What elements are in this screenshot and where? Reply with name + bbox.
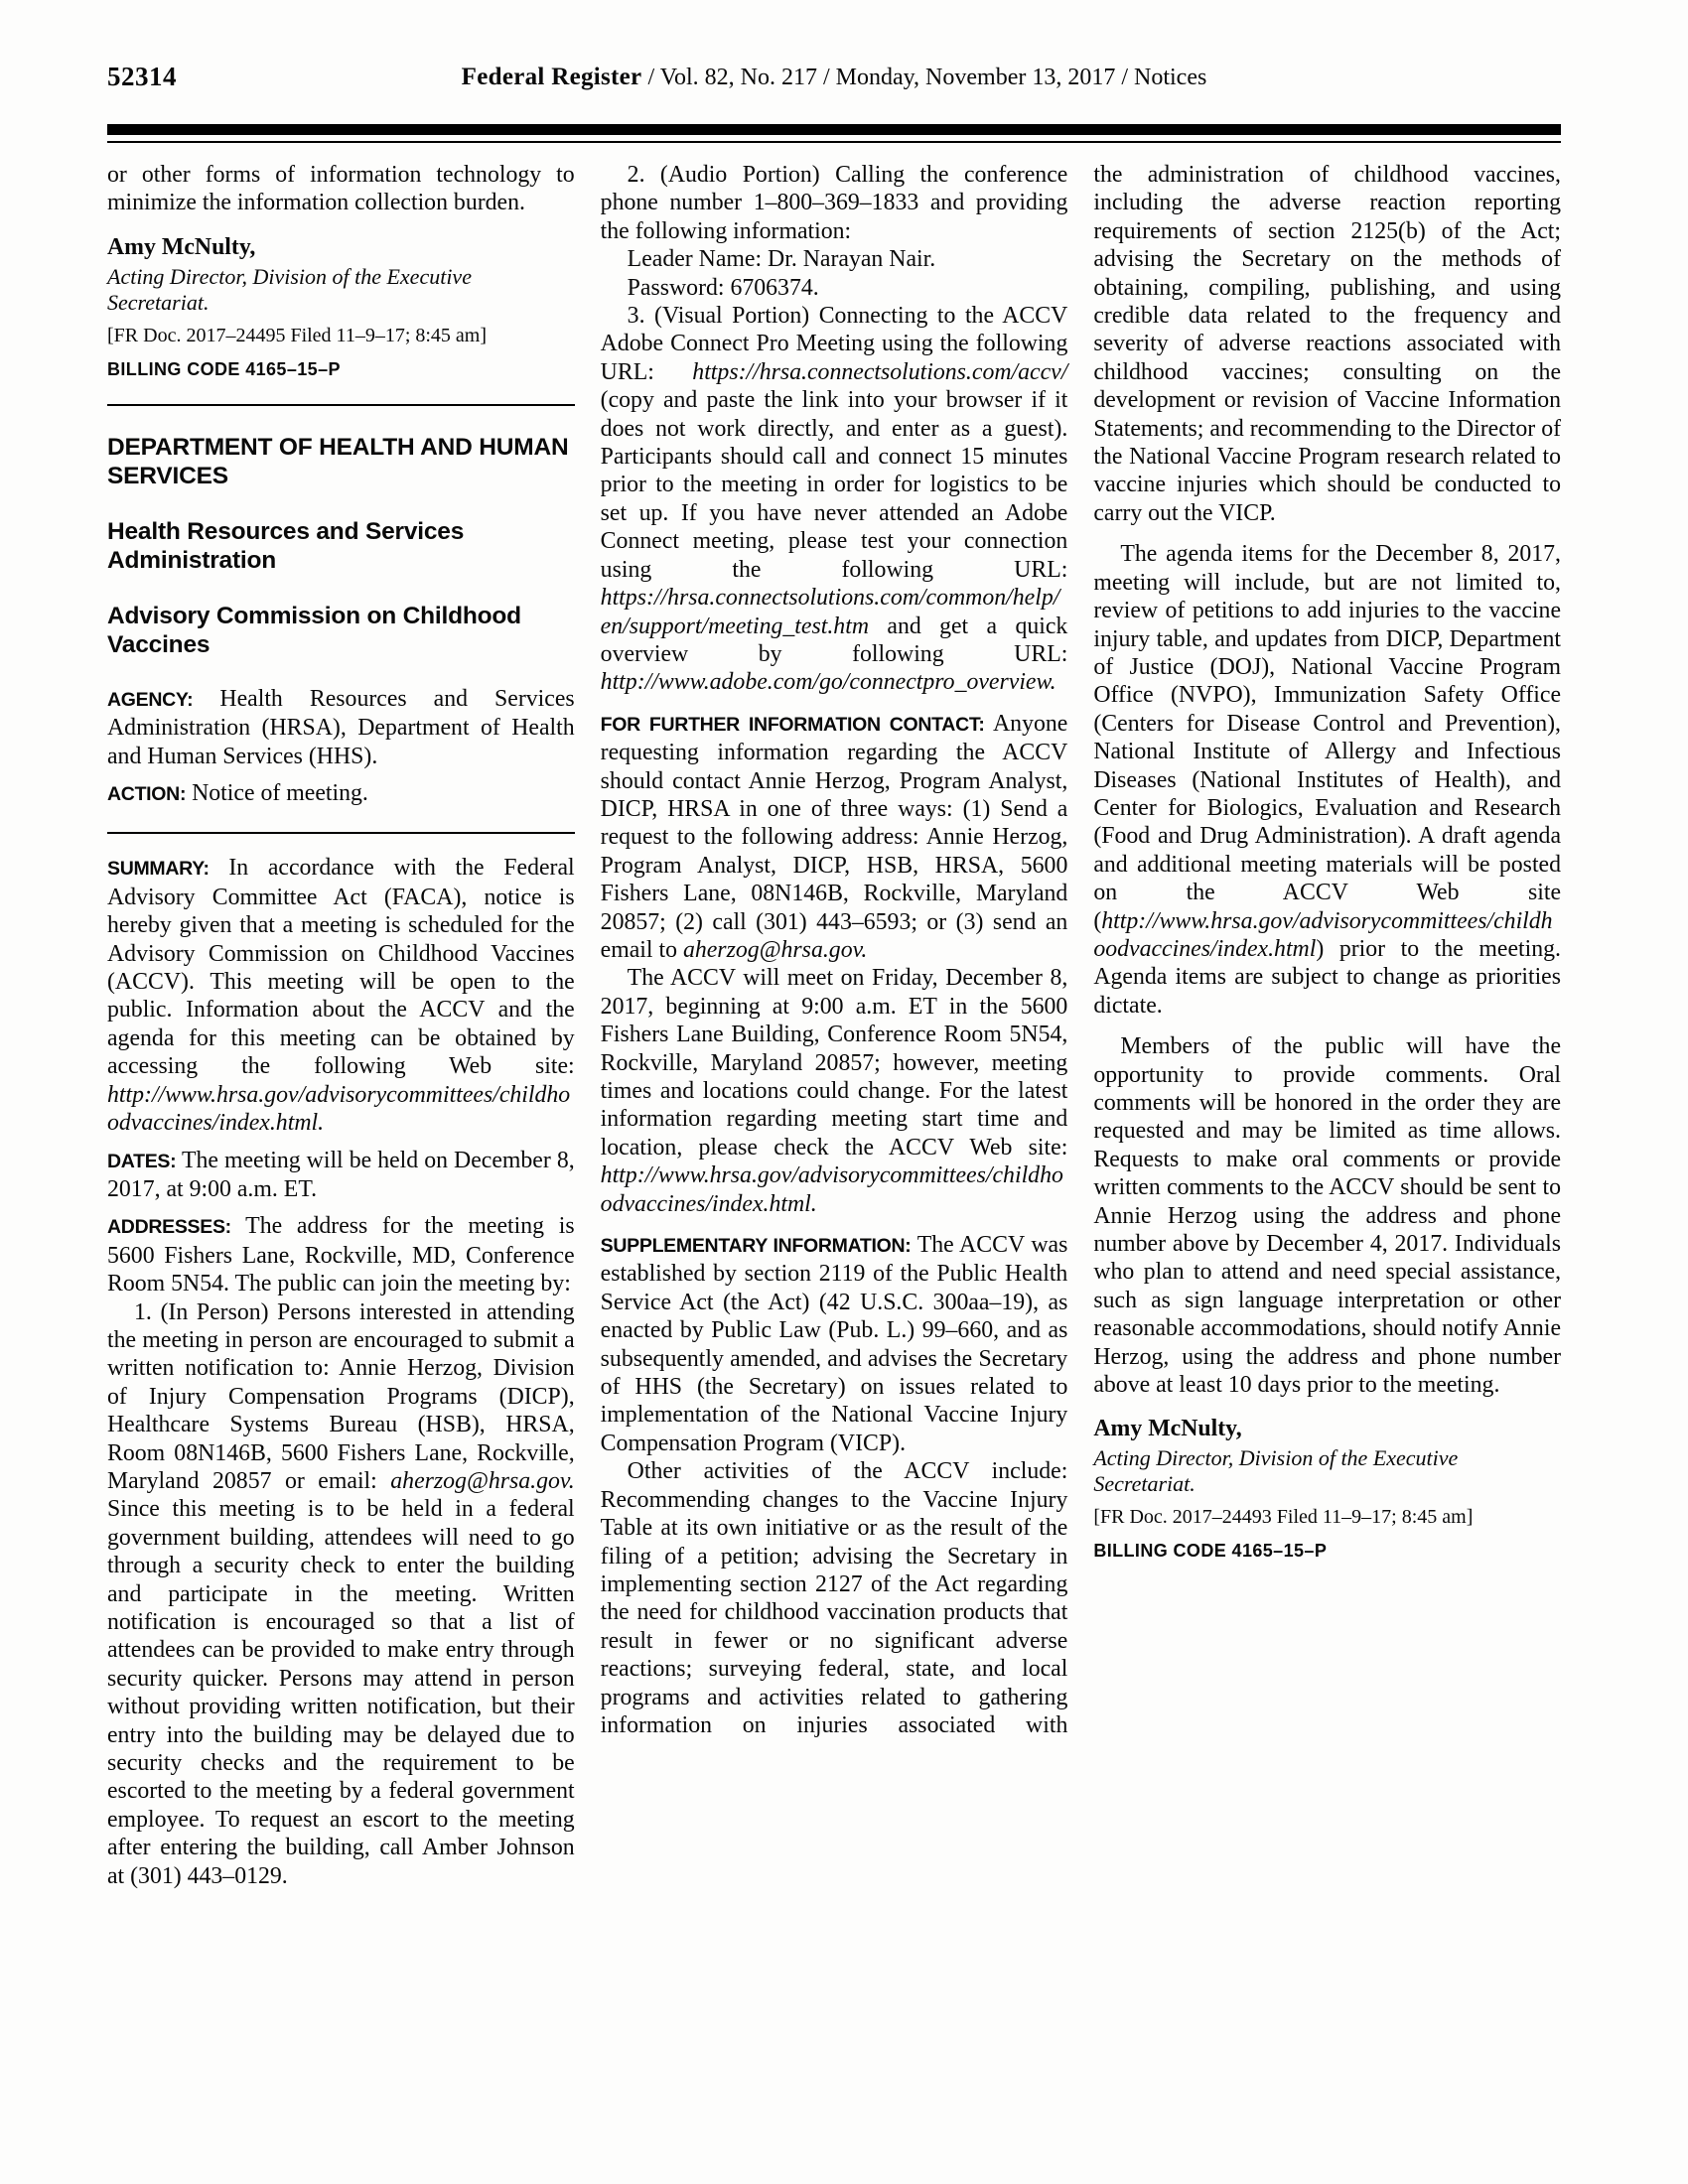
paragraph-public-comments: Members of the public will have the opportunity to provide comments. Oral comments will be honored in the order they are requested and may be limited as time allows. Requests to make oral comments or provide written comments to the ACCV should be sent to Annie Herzog using the address and phone number above by December 4, 2017. Individuals who plan to attend and need special assistance, such as sign language interpretation or other reasonable accommodations, should notify Annie Herzog, using the address and phone number above at least 10 days prior to the meeting. [1093,1033,1562,1399]
paragraph-item-in-person: 1. (In Person) Persons interested in attending the meeting in person are encouraged to submit a written notification to: Annie Herzog, Division of Injury Compensation Programs (DICP), Healthcare Systems Bureau (HSB), HRSA, Room 08N146B, 5600 Fishers Lane, Rockville, Maryland 20857 or email: aherzog@hrsa.gov. Since this meeting is to be held in a federal government building, attendees will need to go through a security check to enter the building and participate in the meeting. Written notification is encouraged so that a list of attendees can be provided to make entry through security quicker. Persons may attend in person without providing written notification, but their entry into the building may be delayed due to security checks and the requirement to be escorted to the meeting by a federal government employee. To request an escort to the meeting after entering the building, call Amber Johnson at (301) 443–0129. [107,1298,575,1889]
header-rule-thick [107,124,1561,135]
column-2 [601,161,1068,2144]
notice-divider-rule [107,404,575,406]
paragraph-activities-continuation: the administration of childhood vaccines, including the adverse reaction reporting requirements of section 2125(b) of the Act; advising the Secretary on the methods of obtaining, compiling, publishing, and using credible data related to the frequency and severity of adverse reactions associated with childhood vaccines; consulting on the development or revision of Vaccine Information Statements; and recommending to the Director of the National Vaccine Program research related to vaccine injuries which should be conducted to carry out the VICP. [1093,162,1562,526]
paragraph-prior-notice-continuation: or other forms of information technology to minimize the information collection burden. [107,162,575,216]
three-column-layout [107,161,1561,2144]
line-password: Password: 6706374. [627,274,819,301]
paragraph-item-audio: 2. (Audio Portion) Calling the conference phone number 1–800–369–1833 and providing the following information: [600,162,1068,244]
signature-title-1: Acting Director, Division of the Executive Secretariat. [107,263,472,315]
paragraph-dates: DATES: The meeting will be held on December 8, 2017, at 9:00 a.m. ET. [107,1147,575,1202]
paragraph-summary: SUMMARY: In accordance with the Federal Advisory Committee Act (FACA), notice is hereby given that a meeting is scheduled for the Advisory Commission on Childhood Vaccines (ACCV). This meeting will be open to the public. Information about the ACCV and the agenda for this meeting can be obtained by accessing the following Web site: http://www.hrsa.gov/advisorycommittees/childhoodvaccines/index.html. [107,855,575,1137]
header-running-title: Federal Register / Vol. 82, No. 217 / Monday, November 13, 2017 / Notices [461,64,1207,90]
paragraph-item-visual: 3. (Visual Portion) Connecting to the ACCV Adobe Connect Pro Meeting using the following URL: https://hrsa.connectsolutions.com/accv/ (copy and paste the link into your browser if it does not work directly, and enter as a guest). Participants should call and connect 15 minutes prior to the meeting in order for logistics to be set up. If you have never attended an Adobe Connect meeting, please test your connection using the following URL: https://hrsa.connectsolutions.com/common/help/en/support/meeting_test.htm and get a quick overview by following URL: http://www.adobe.com/go/connectpro_overview. [600,303,1068,696]
paragraph-accv-meeting-details: The ACCV will meet on Friday, December 8, 2017, beginning at 9:00 a.m. ET in the 5600 Fishers Lane Building, Conference Room 5N54, Rockville, Maryland 20857; however, meeting times and locations could change. For the latest information regarding meeting start time and location, please check the ACCV Web site: http://www.hrsa.gov/advisorycommittees/childhoodvaccines/index.html. [600,965,1068,1217]
line-leader-name: Leader Name: Dr. Narayan Nair. [627,246,936,273]
billing-code-1: BILLING CODE 4165–15–P [107,358,341,379]
page-number: 52314 [107,62,177,91]
agency-heading: Health Resources and Services Administration [107,517,465,574]
document-heading: Advisory Commission on Childhood Vaccines [107,602,521,658]
page-header [107,56,1561,101]
header-rule-thin [107,141,1561,143]
paragraph-addresses: ADDRESSES: The address for the meeting is 5600 Fishers Lane, Rockville, MD, Conference Room 5N54. The public can join the meeting by: [107,1213,575,1297]
paragraph-other-activities: Other activities of the ACCV include: Recommending changes to the Vaccine Injury Table at its own initiative or as the result of the filing of a petition; advising the Secretary in implementing section 2127 of the Act regarding the need for childhood vaccination products that result in fewer or no significant adverse reactions; surveying federal, state, and local programs and activities related to gathering information on injuries associated with [600,1458,1068,1738]
fr-doc-line-2: [FR Doc. 2017–24493 Filed 11–9–17; 8:45 am] [1093,1506,1474,1529]
paragraph-supplementary-information: SUPPLEMENTARY INFORMATION: The ACCV was established by section 2119 of the Public Health Service Act (the Act) (42 U.S.C. 300aa–19), as enacted by Public Law (Pub. L.) 99–660, and as subsequently amended, and advises the Secretary of HHS (the Secretary) on issues related to implementation of the National Vaccine Injury Compensation Program (VICP). [600,1232,1068,1456]
action-divider-rule [107,832,575,834]
paragraph-action: ACTION: Notice of meeting. [107,780,368,807]
paragraph-further-information-contact: FOR FURTHER INFORMATION CONTACT: Anyone requesting information regarding the ACCV should contact Annie Herzog, Program Analyst, DICP, HRSA in one of three ways: (1) Send a request to the following address: Annie Herzog, Program Analyst, DICP, HSB, HRSA, 5600 Fishers Lane, 08N146B, Rockville, Maryland 20857; (2) call (301) 443–6593; or (3) send an email to aherzog@hrsa.gov. [600,710,1068,963]
paragraph-agency: AGENCY: Health Resources and Services Administration (HRSA), Department of Health and Human Services (HHS). [107,685,575,769]
signature-name-2: Amy McNulty, [1093,1416,1242,1442]
column-1 [107,161,575,2144]
department-heading: DEPARTMENT OF HEALTH AND HUMAN SERVICES [107,433,569,489]
signature-name-1: Amy McNulty, [107,233,256,260]
column-3 [1093,161,1561,2144]
billing-code-2: BILLING CODE 4165–15–P [1093,1541,1328,1562]
fr-doc-line-1: [FR Doc. 2017–24495 Filed 11–9–17; 8:45 am] [107,324,488,346]
signature-title-2: Acting Director, Division of the Executive Secretariat. [1093,1445,1459,1497]
paragraph-agenda-items: The agenda items for the December 8, 2017, meeting will include, but are not limited to, review of petitions to add injuries to the vaccine injury table, and updates from DICP, Department of Justice (DOJ), National Vaccine Program Office (NVPO), Immunization Safety Office (Centers for Disease Control and Prevention), National Institute of Allergy and Infectious Diseases (National Institutes of Health), and Center for Biologics, Evaluation and Research (Food and Drug Administration). A draft agenda and additional meeting materials will be posted on the ACCV Web site (http://www.hrsa.gov/advisorycommittees/childhoodvaccines/index.html) prior to the meeting. Agenda items are subject to change as priorities dictate. [1093,541,1562,1019]
